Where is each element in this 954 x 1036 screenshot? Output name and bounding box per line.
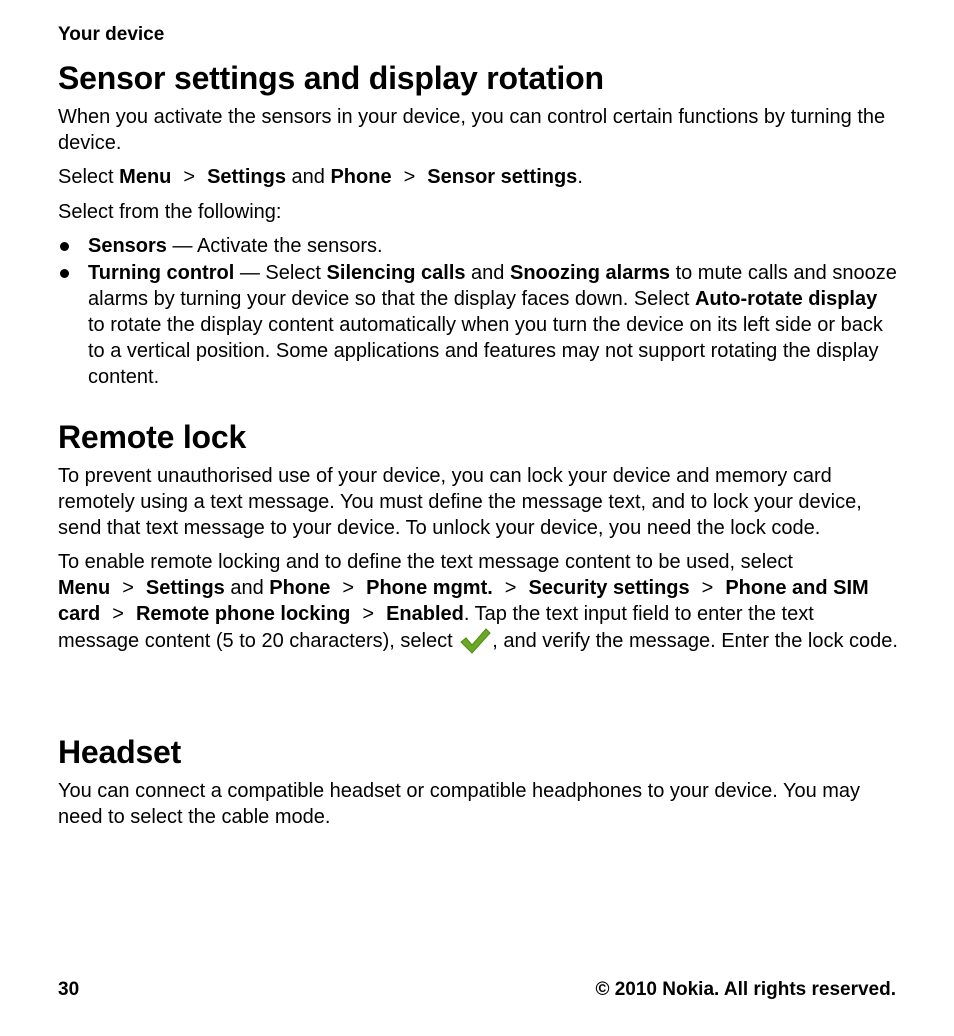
remote-lock-para2	[58, 549, 898, 655]
remote-phone-locking-label: Remote phone locking	[135, 603, 351, 625]
phone-sim-card-label: Phone and SIM card	[58, 577, 869, 625]
auto-rotate-label: Auto-rotate display	[694, 288, 878, 310]
headset-para: You can connect a compatible headset or compatible headphones to your device. You may need to select the cable mode.	[58, 780, 861, 828]
remote-tail: , and verify the message. Enter the lock code.	[492, 630, 898, 652]
section-sensor-settings	[58, 59, 898, 390]
remote-mid: . Tap the text input field to enter the text message content (5 to 20 characters), select	[58, 603, 814, 652]
section-headset	[58, 733, 898, 830]
turning-desc-3: to rotate the display content automatically when you turn the device on its left side or back to a vertical position. Some applications and features may not support rotating the display content.	[88, 314, 883, 388]
section-title-headset: Headset	[58, 734, 182, 770]
list-item	[58, 233, 898, 259]
section-remote-lock	[58, 418, 898, 655]
path-sep: >	[183, 166, 196, 188]
path-sep: >	[362, 603, 375, 625]
turning-control-term: Turning control	[88, 262, 235, 284]
turning-and: and	[465, 262, 510, 284]
path-sep: >	[112, 603, 124, 625]
list-item	[58, 260, 898, 390]
path-end: .	[577, 166, 583, 188]
running-head: Your device	[58, 24, 165, 45]
sensor-intro: When you activate the sensors in your device, you can control certain functions by turning the device.	[58, 106, 886, 154]
security-settings-label: Security settings	[528, 577, 690, 599]
section-title-sensor: Sensor settings and display rotation	[58, 60, 604, 96]
snoozing-alarms-label: Snoozing alarms	[509, 262, 671, 284]
select-from: Select from the following:	[58, 201, 282, 223]
settings-label: Settings	[207, 166, 286, 188]
path-sep: >	[701, 577, 714, 599]
enabled-label: Enabled	[386, 603, 464, 625]
path-sep: >	[342, 577, 355, 599]
path-sep: >	[122, 577, 134, 599]
path-sep: >	[504, 577, 517, 599]
turning-desc-2: to mute calls and snooze alarms by turning your device so that the display faces down. Select	[88, 262, 897, 310]
settings-label: Settings	[145, 577, 225, 599]
path-prefix: Select	[58, 166, 120, 188]
section-title-remote-lock: Remote lock	[58, 419, 247, 455]
check-icon	[458, 627, 492, 655]
page-number: 30	[58, 979, 80, 1000]
menu-label: Menu	[119, 166, 172, 188]
path-and: and	[285, 166, 331, 188]
sensor-options-list	[58, 233, 898, 390]
sensors-desc: — Activate the sensors.	[166, 235, 383, 257]
turning-desc-1: — Select	[234, 262, 327, 284]
phone-mgmt-label: Phone mgmt.	[366, 577, 493, 599]
copyright-notice: © 2010 Nokia. All rights reserved.	[595, 979, 896, 1000]
sensors-term: Sensors	[88, 235, 167, 257]
menu-label: Menu	[58, 577, 111, 599]
silencing-calls-label: Silencing calls	[326, 262, 466, 284]
remote-lead: To enable remote locking and to define the text message content to be used, select	[58, 551, 793, 573]
path-sep: >	[403, 166, 416, 188]
remote-lock-para1: To prevent unauthorised use of your device, you can lock your device and memory card remotely using a text message. You must define the message text, and to lock your device, send that text message to your device. To unlock your device, you need the lock code.	[58, 465, 862, 539]
phone-label: Phone	[269, 577, 331, 599]
sensor-menu-path	[58, 164, 898, 190]
sensor-settings-label: Sensor settings	[427, 166, 578, 188]
phone-label: Phone	[330, 166, 392, 188]
path-and: and	[224, 577, 270, 599]
